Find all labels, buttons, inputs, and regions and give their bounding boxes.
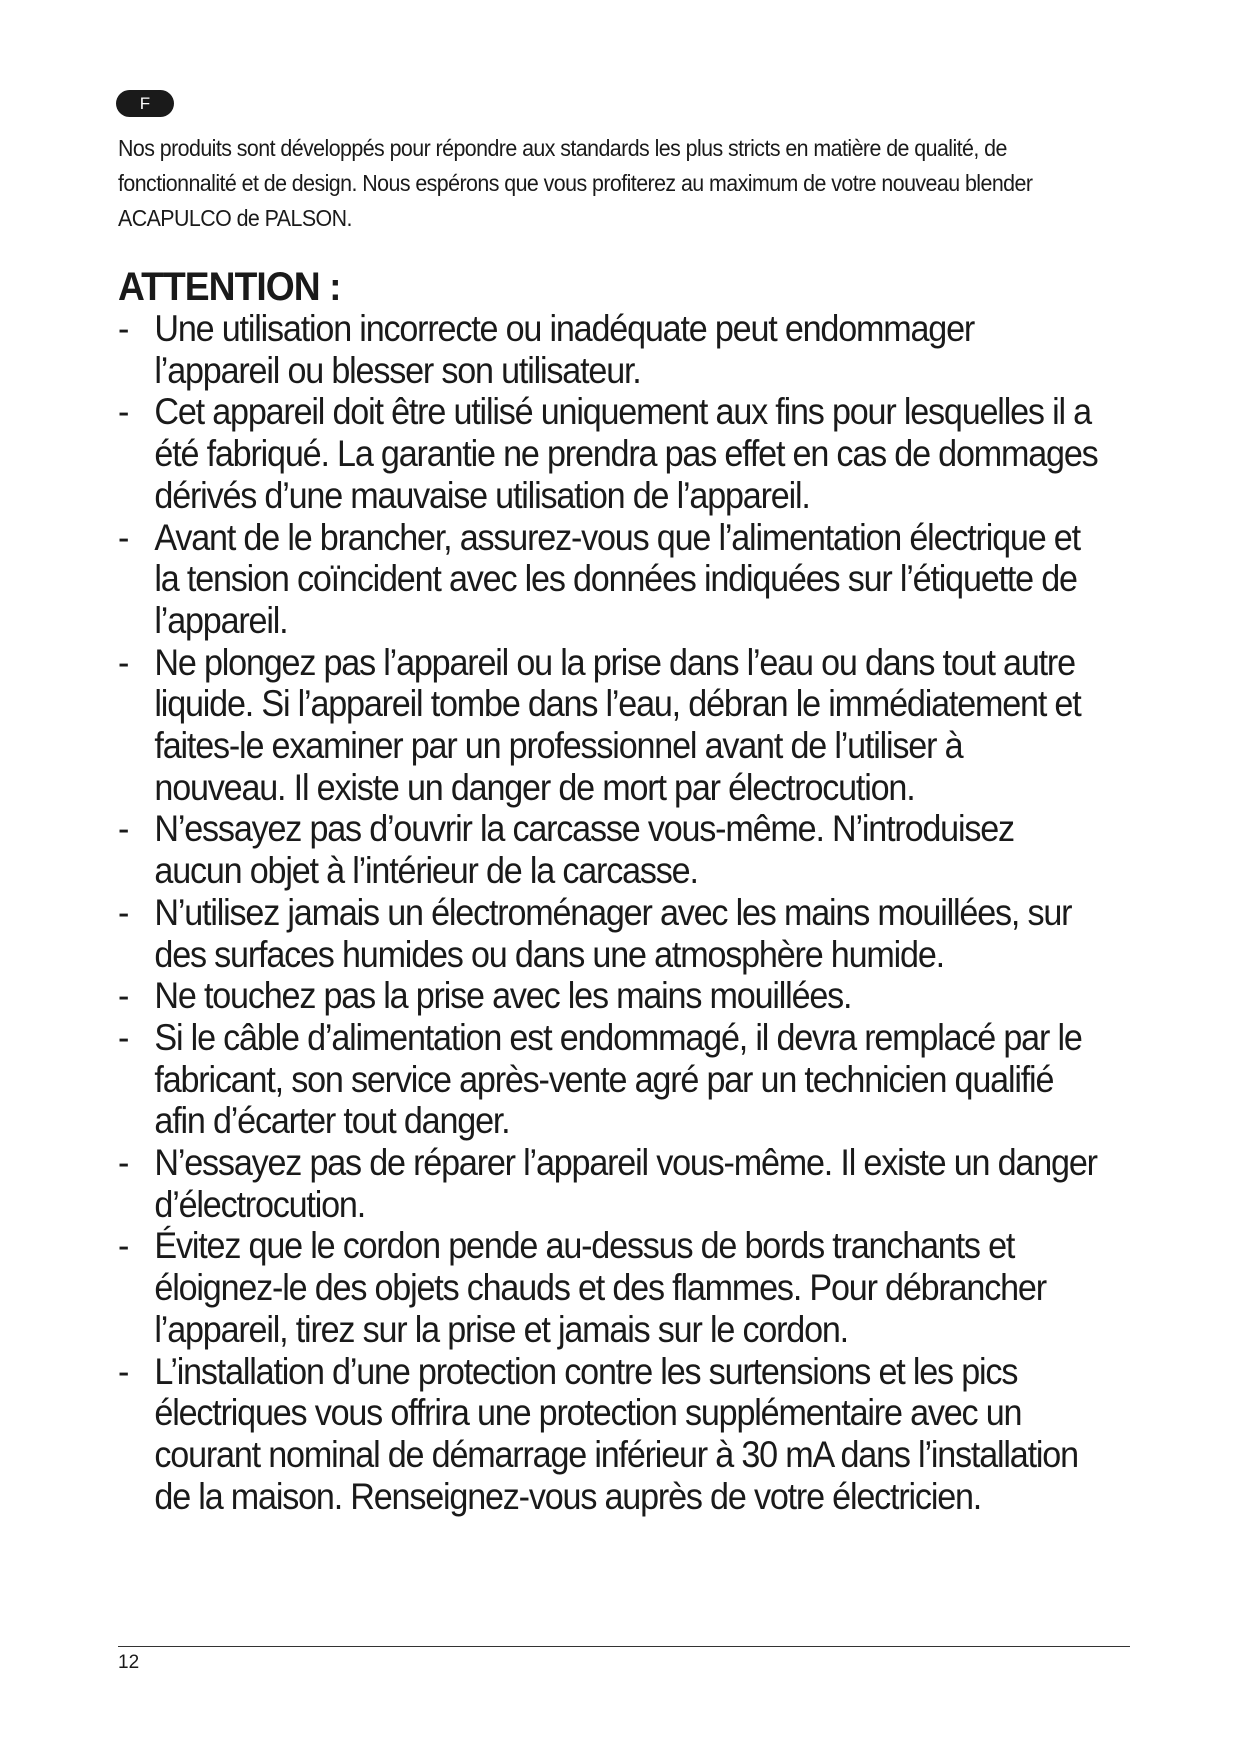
warning-text: Une utilisation incorrecte ou inadéquate peut endommager l’appareil ou blesser son utilisateur. (154, 307, 975, 391)
warning-text: Ne plongez pas l’appareil ou la prise dans l’eau ou dans tout autre liquide. Si l’appareil tombe dans l’eau, débran le immédiatement et faites-le examiner par un professionnel avant de l’utiliser à nouveau. Il existe un danger de mort par électrocution. (154, 640, 1081, 808)
warning-text: N’utilisez jamais un électroménager avec les mains mouillées, sur des surfaces humides ou dans une atmosphère humide. (154, 890, 1072, 975)
warning-list (118, 308, 1101, 1517)
warning-text: L’installation d’une protection contre les surtensions et les pics électriques vous offrira une protection supplémentaire avec un courant nominal de démarrage inférieur à 30 mA dans l’installation de la maison. Renseignez-vous auprès de votre électricien. (154, 1349, 1078, 1517)
warning-text: Évitez que le cordon pende au-dessus de bords tranchants et éloignez-le des objets chauds et des flammes. Pour débrancher l’appareil, tirez sur la prise et jamais sur le cordon. (154, 1224, 1046, 1350)
warning-item (118, 1017, 1101, 1142)
warning-text: Ne touchez pas la prise avec les mains mouillées. (154, 974, 852, 1017)
language-badge: F (116, 90, 174, 117)
warning-item (118, 892, 1101, 975)
warning-item (118, 517, 1101, 642)
footer-divider (118, 1646, 1130, 1647)
warning-text: N’essayez pas d’ouvrir la carcasse vous-même. N’introduisez aucun objet à l’intérieur de la carcasse. (154, 807, 1014, 892)
intro-paragraph: Nos produits sont développés pour répondre aux standards les plus stricts en matière de qualité, de fonctionnalité et de design. Nous espérons que vous profiterez au maximum de votre nouveau blender ACAPULCO de PALSON. (118, 135, 1033, 231)
warning-item (118, 808, 1101, 891)
warning-item (118, 1225, 1101, 1350)
warning-text: Avant de le brancher, assurez-vous que l’alimentation électrique et la tension coïncident avec les données indiquées sur l’étiquette de l’appareil. (154, 515, 1080, 641)
warning-item (118, 1142, 1101, 1225)
warning-item (118, 1351, 1101, 1518)
warning-item (118, 975, 1101, 1017)
warning-item (118, 642, 1101, 809)
warning-item (118, 308, 1101, 391)
warning-text: N’essayez pas de réparer l’appareil vous-même. Il existe un danger d’électrocution. (154, 1141, 1097, 1225)
warning-text: Cet appareil doit être utilisé uniquement aux fins pour lesquelles il a été fabriqué. La garantie ne prendra pas effet en cas de dommages dérivés d’une mauvaise utilisation de l’appareil. (154, 390, 1098, 516)
warning-text: Si le câble d’alimentation est endommagé, il devra remplacé par le fabricant, son service après-vente agré par un technicien qualifié afin d’écarter tout danger. (154, 1015, 1082, 1142)
warning-heading: ATTENTION : (118, 265, 341, 309)
page-number: 12 (118, 1652, 140, 1673)
warning-item (118, 391, 1101, 516)
